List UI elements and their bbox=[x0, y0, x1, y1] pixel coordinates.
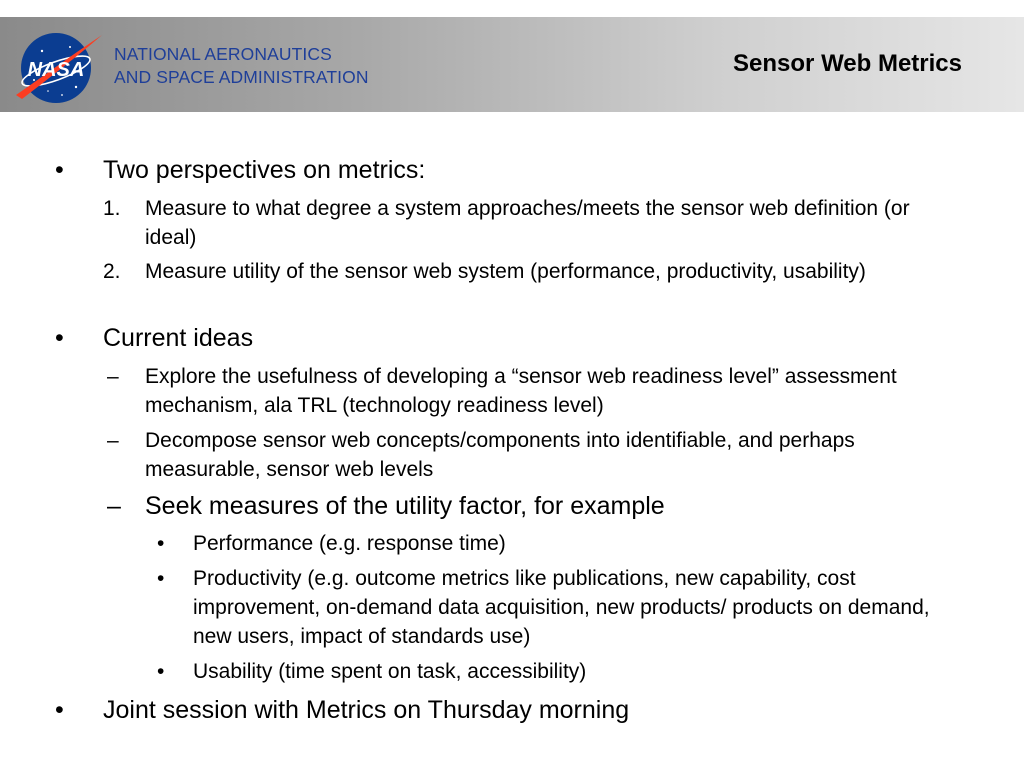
numbered-text: Measure to what degree a system approaches/meets the sensor web definition (or ideal) bbox=[145, 197, 910, 249]
sub-bullet-text: Productivity (e.g. outcome metrics like publications, new capability, cost improvement, on-demand data acquisition, new products/ products on demand, new users, impact of standards use) bbox=[193, 567, 930, 648]
agency-line-2: AND SPACE ADMINISTRATION bbox=[114, 67, 369, 87]
bullet-text: Current ideas bbox=[103, 324, 254, 352]
dash-marker: – bbox=[107, 429, 119, 452]
dash-marker: – bbox=[107, 492, 121, 520]
bullet-text: Joint session with Metrics on Thursday morning bbox=[103, 696, 630, 724]
sub-bullet-marker: • bbox=[157, 532, 165, 555]
bullet-marker: • bbox=[55, 324, 64, 352]
dash-text: Explore the usefulness of developing a “sensor web readiness level” assessment mechanism, ala TRL (technology readiness level) bbox=[145, 365, 897, 417]
numbered-text: Measure utility of the sensor web system (performance, productivity, usability) bbox=[145, 260, 866, 283]
bullet-marker: • bbox=[55, 156, 64, 184]
bullet-text: Two perspectives on metrics: bbox=[103, 156, 426, 184]
sub-bullet-text: Usability (time spent on task, accessibility) bbox=[193, 660, 587, 683]
bullet-marker: • bbox=[55, 696, 64, 724]
dash-text: Decompose sensor web concepts/components into identifiable, and perhaps measurable, sensor web levels bbox=[145, 429, 855, 481]
dash-text: Seek measures of the utility factor, for example bbox=[145, 492, 665, 520]
nasa-logo-text: NASA bbox=[27, 59, 85, 81]
sub-bullet-marker: • bbox=[157, 660, 165, 683]
agency-line-1: NATIONAL AERONAUTICS bbox=[114, 44, 332, 64]
sub-bullet-marker: • bbox=[157, 567, 165, 590]
slide-title: Sensor Web Metrics bbox=[733, 50, 962, 77]
number-marker: 1. bbox=[103, 197, 121, 220]
number-marker: 2. bbox=[103, 260, 121, 283]
sub-bullet-text: Performance (e.g. response time) bbox=[193, 532, 506, 555]
dash-marker: – bbox=[107, 365, 119, 388]
